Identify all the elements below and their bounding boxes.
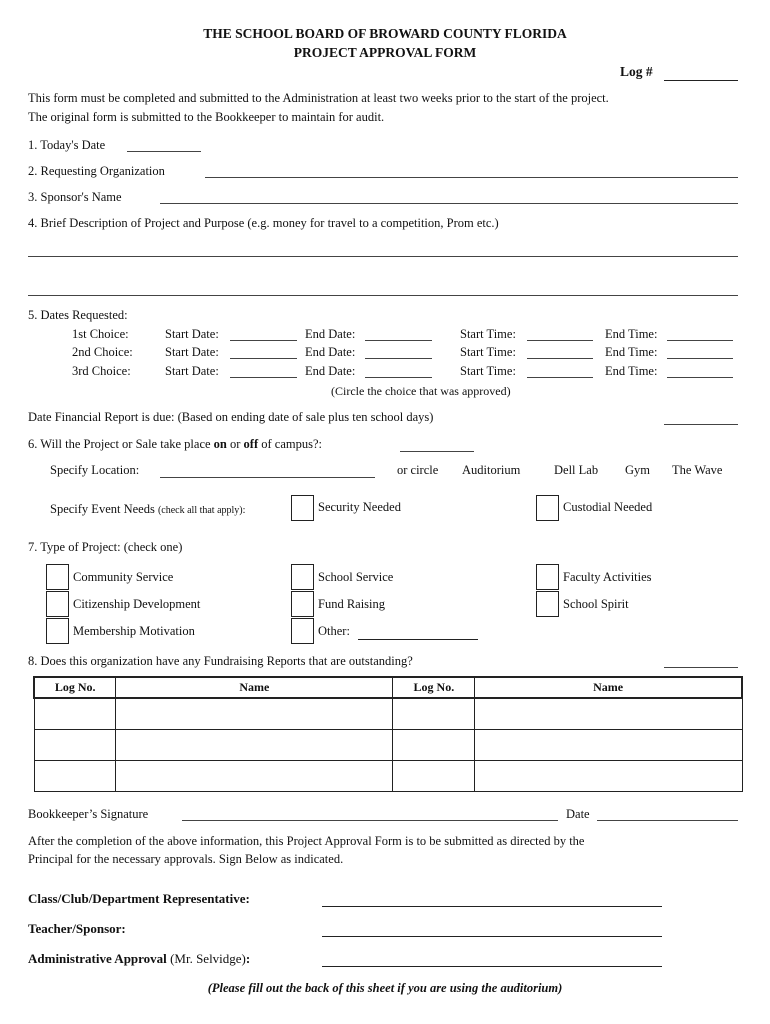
start-time-label: Start Time:	[460, 327, 516, 341]
fundraising-question: 8. Does this organization have any Fundraising Reports that are outstanding?	[28, 654, 413, 668]
column-header: Name	[475, 677, 742, 698]
requesting-organization-field[interactable]	[205, 177, 738, 178]
end-date-label: End Date:	[305, 345, 356, 359]
administrative-approval-field[interactable]	[322, 966, 662, 967]
start-date-field[interactable]	[230, 377, 297, 378]
other-checkbox[interactable]	[291, 618, 314, 644]
or-circle-label: or circle	[397, 463, 439, 477]
citizenship-development-label: Citizenship Development	[73, 597, 201, 611]
representative-signature-label: Class/Club/Department Representative:	[28, 891, 250, 906]
todays-date-field[interactable]	[127, 151, 201, 152]
start-time-field[interactable]	[527, 377, 593, 378]
bookkeeper-date-label: Date	[566, 807, 590, 821]
start-date-field[interactable]	[230, 340, 297, 341]
bookkeeper-signature-label: Bookkeeper’s Signature	[28, 807, 149, 821]
membership-motivation-checkbox[interactable]	[46, 618, 69, 644]
membership-motivation-label: Membership Motivation	[73, 624, 195, 638]
start-date-label: Start Date:	[165, 345, 219, 359]
location-auditorium[interactable]: Auditorium	[462, 463, 521, 477]
financial-report-field[interactable]	[664, 424, 738, 425]
campus-question: 6. Will the Project or Sale take place on or off of campus?:	[28, 437, 322, 451]
column-header: Name	[116, 677, 393, 698]
circle-choice-note: (Circle the choice that was approved)	[331, 384, 511, 398]
table-cell[interactable]	[116, 730, 393, 761]
intro-line2: The original form is submitted to the Bookkeeper to maintain for audit.	[28, 110, 385, 124]
table-cell[interactable]	[34, 698, 116, 730]
end-time-label: End Time:	[605, 327, 658, 341]
table-cell[interactable]	[393, 730, 475, 761]
table-cell[interactable]	[116, 761, 393, 792]
footer-note: (Please fill out the back of this sheet if you are using the auditorium)	[207, 981, 563, 995]
location-the-wave[interactable]: The Wave	[672, 463, 723, 477]
location-gym[interactable]: Gym	[625, 463, 650, 477]
start-time-label: Start Time:	[460, 345, 516, 359]
representative-signature-field[interactable]	[322, 906, 662, 907]
school-service-label: School Service	[318, 570, 394, 584]
teacher-sponsor-signature-label: Teacher/Sponsor:	[28, 921, 126, 936]
project-description-label: 4. Brief Description of Project and Purpose (e.g. money for travel to a competition, Prom etc.)	[28, 216, 499, 230]
teacher-sponsor-signature-field[interactable]	[322, 936, 662, 937]
choice-label: 1st Choice:	[72, 327, 129, 341]
start-date-field[interactable]	[230, 358, 297, 359]
table-row	[34, 698, 742, 730]
end-date-field[interactable]	[365, 340, 432, 341]
dates-requested-label: 5. Dates Requested:	[28, 308, 128, 322]
intro-line1: This form must be completed and submitted to the Administration at least two weeks prior to the start of the project.	[28, 91, 609, 105]
financial-report-label: Date Financial Report is due: (Based on ending date of sale plus ten school days)	[28, 410, 434, 424]
table-cell[interactable]	[34, 730, 116, 761]
specify-location-label: Specify Location:	[50, 463, 140, 477]
bookkeeper-signature-field[interactable]	[182, 820, 558, 821]
start-time-field[interactable]	[527, 358, 593, 359]
end-time-field[interactable]	[667, 377, 733, 378]
custodial-needed-checkbox[interactable]	[536, 495, 559, 521]
event-needs-label: Specify Event Needs (check all that apply):	[50, 502, 246, 516]
custodial-needed-label: Custodial Needed	[563, 500, 653, 514]
log-number-field[interactable]	[664, 80, 738, 81]
fundraising-reports-table	[33, 676, 743, 792]
column-header: Log No.	[34, 677, 116, 698]
end-date-label: End Date:	[305, 364, 356, 378]
bookkeeper-date-field[interactable]	[597, 820, 738, 821]
other-label: Other:	[318, 624, 350, 638]
after-completion-line1: After the completion of the above information, this Project Approval Form is to be submitted as directed by the	[28, 834, 585, 848]
end-date-field[interactable]	[365, 358, 432, 359]
end-date-field[interactable]	[365, 377, 432, 378]
log-number-label: Log #	[620, 64, 653, 79]
end-time-label: End Time:	[605, 364, 658, 378]
location-dell-lab[interactable]: Dell Lab	[554, 463, 599, 477]
administrative-approval-label: Administrative Approval (Mr. Selvidge):	[28, 951, 251, 966]
school-spirit-checkbox[interactable]	[536, 591, 559, 617]
end-date-label: End Date:	[305, 327, 356, 341]
table-cell[interactable]	[475, 761, 742, 792]
faculty-activities-label: Faculty Activities	[563, 570, 652, 584]
table-cell[interactable]	[475, 730, 742, 761]
table-row	[34, 761, 742, 792]
project-description-line1[interactable]	[28, 256, 738, 257]
choice-label: 2nd Choice:	[72, 345, 133, 359]
community-service-checkbox[interactable]	[46, 564, 69, 590]
table-cell[interactable]	[116, 698, 393, 730]
choice-label: 3rd Choice:	[72, 364, 131, 378]
todays-date-label: 1. Today's Date	[28, 138, 106, 152]
sponsor-name-label: 3. Sponsor's Name	[28, 190, 122, 204]
after-completion-line2: Principal for the necessary approvals. Sign Below as indicated.	[28, 852, 344, 866]
fund-raising-label: Fund Raising	[318, 597, 386, 611]
security-needed-label: Security Needed	[318, 500, 401, 514]
start-time-field[interactable]	[527, 340, 593, 341]
table-header-row	[34, 677, 742, 698]
table-row	[34, 730, 742, 761]
other-field[interactable]	[358, 639, 478, 640]
community-service-label: Community Service	[73, 570, 174, 584]
fundraising-answer-field[interactable]	[664, 667, 738, 668]
faculty-activities-checkbox[interactable]	[536, 564, 559, 590]
form-title-line2: PROJECT APPROVAL FORM	[293, 45, 477, 60]
table-cell[interactable]	[393, 698, 475, 730]
end-time-label: End Time:	[605, 345, 658, 359]
campus-answer-field[interactable]	[400, 451, 474, 452]
form-title-line1: THE SCHOOL BOARD OF BROWARD COUNTY FLORIDA	[203, 26, 567, 41]
start-time-label: Start Time:	[460, 364, 516, 378]
end-time-field[interactable]	[667, 358, 733, 359]
column-header: Log No.	[393, 677, 475, 698]
fund-raising-checkbox[interactable]	[291, 591, 314, 617]
project-description-line2[interactable]	[28, 295, 738, 296]
end-time-field[interactable]	[667, 340, 733, 341]
requesting-organization-label: 2. Requesting Organization	[28, 164, 165, 178]
security-needed-checkbox[interactable]	[291, 495, 314, 521]
sponsor-name-field[interactable]	[160, 203, 738, 204]
citizenship-development-checkbox[interactable]	[46, 591, 69, 617]
start-date-label: Start Date:	[165, 327, 219, 341]
table-cell[interactable]	[393, 761, 475, 792]
start-date-label: Start Date:	[165, 364, 219, 378]
school-spirit-label: School Spirit	[563, 597, 629, 611]
project-type-label: 7. Type of Project: (check one)	[28, 540, 183, 554]
table-cell[interactable]	[475, 698, 742, 730]
school-service-checkbox[interactable]	[291, 564, 314, 590]
specify-location-field[interactable]	[160, 477, 375, 478]
table-cell[interactable]	[34, 761, 116, 792]
